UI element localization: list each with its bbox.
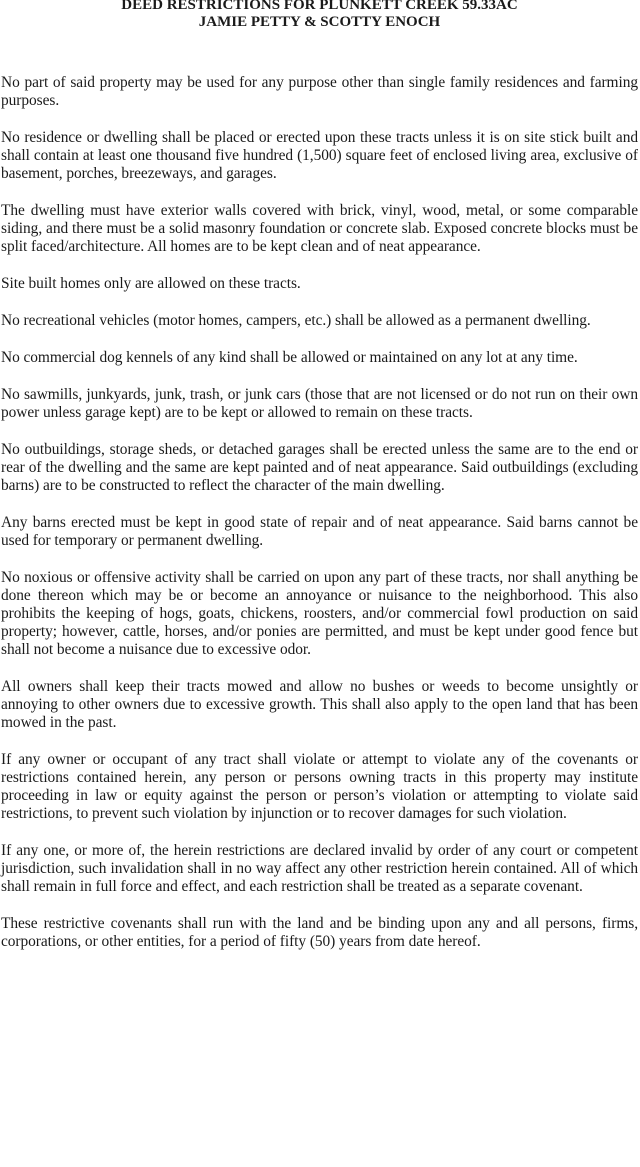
paragraph-residence-size: No residence or dwelling shall be placed or erected upon these tracts unless it is on site stick built and shall contain at least one thousand five hundred (1,500) square feet of enclosed living area, exclusive of basement, porches, breezeways, and garages. (1, 129, 638, 182)
paragraph-severability: If any one, or more of, the herein restrictions are declared invalid by order of any court or competent jurisdiction, such invalidation shall in no way affect any other restriction herein contained. All of which shall remain in full force and effect, and each restriction shall be treated as a separate covenant. (1, 842, 638, 895)
paragraph-duration: These restrictive covenants shall run with the land and be binding upon any and all persons, firms, corporations, or other entities, for a period of fifty (50) years from date hereof. (1, 915, 638, 950)
paragraph-mowing: All owners shall keep their tracts mowed and allow no bushes or weeds to become unsightly or annoying to other owners due to excessive growth. This shall also apply to the open land that has been mowed in the past. (1, 678, 638, 731)
paragraph-recreational-vehicles: No recreational vehicles (motor homes, campers, etc.) shall be allowed as a permanent dwelling. (1, 312, 591, 329)
paragraph-outbuildings: No outbuildings, storage sheds, or detached garages shall be erected unless the same are to the end or rear of the dwelling and the same are kept painted and of neat appearance. Said outbuildings (excluding barns) are to be constructed to reflect the character of the main dwelling. (1, 441, 638, 494)
paragraph-barns: Any barns erected must be kept in good state of repair and of neat appearance. Said barns cannot be used for temporary or permanent dwelling. (1, 514, 638, 549)
title-line-2: JAMIE PETTY & SCOTTY ENOCH (198, 14, 441, 30)
paragraph-enforcement: If any owner or occupant of any tract shall violate or attempt to violate any of the covenants or restrictions contained herein, any person or persons owning tracts in this property may institute proceeding in law or equity against the person or person’s violation or attempting to violate said restrictions, to prevent such violation by injunction or to recover damages for such violation. (1, 751, 638, 822)
document-body (1, 74, 638, 951)
paragraph-sawmills-junk: No sawmills, junkyards, junk, trash, or junk cars (those that are not licensed or do not run on their own power unless garage kept) are to be kept or allowed to remain on these tracts. (1, 386, 638, 421)
paragraph-exterior-walls: The dwelling must have exterior walls covered with brick, vinyl, wood, metal, or some comparable siding, and there must be a solid masonry foundation or concrete slab. Exposed concrete blocks must be split faced/architecture. All homes are to be kept clean and of neat appearance. (1, 202, 638, 255)
paragraph-noxious-activity: No noxious or offensive activity shall be carried on upon any part of these tracts, nor shall anything be done thereon which may be or become an annoyance or nuisance to the neighborhood. This also prohibits the keeping of hogs, goats, chickens, roosters, and/or commercial fowl production on said property; however, cattle, horses, and/or ponies are permitted, and must be kept under good fence but shall not become a nuisance due to excessive odor. (1, 569, 638, 658)
paragraph-use: No part of said property may be used for any purpose other than single family residences and farming purposes. (1, 74, 638, 109)
paragraph-dog-kennels: No commercial dog kennels of any kind shall be allowed or maintained on any lot at any time. (1, 349, 578, 366)
document-title (1, 0, 638, 31)
title-line-1: DEED RESTRICTIONS FOR PLUNKETT CREEK 59.33AC (121, 0, 518, 13)
paragraph-site-built: Site built homes only are allowed on these tracts. (1, 275, 301, 292)
